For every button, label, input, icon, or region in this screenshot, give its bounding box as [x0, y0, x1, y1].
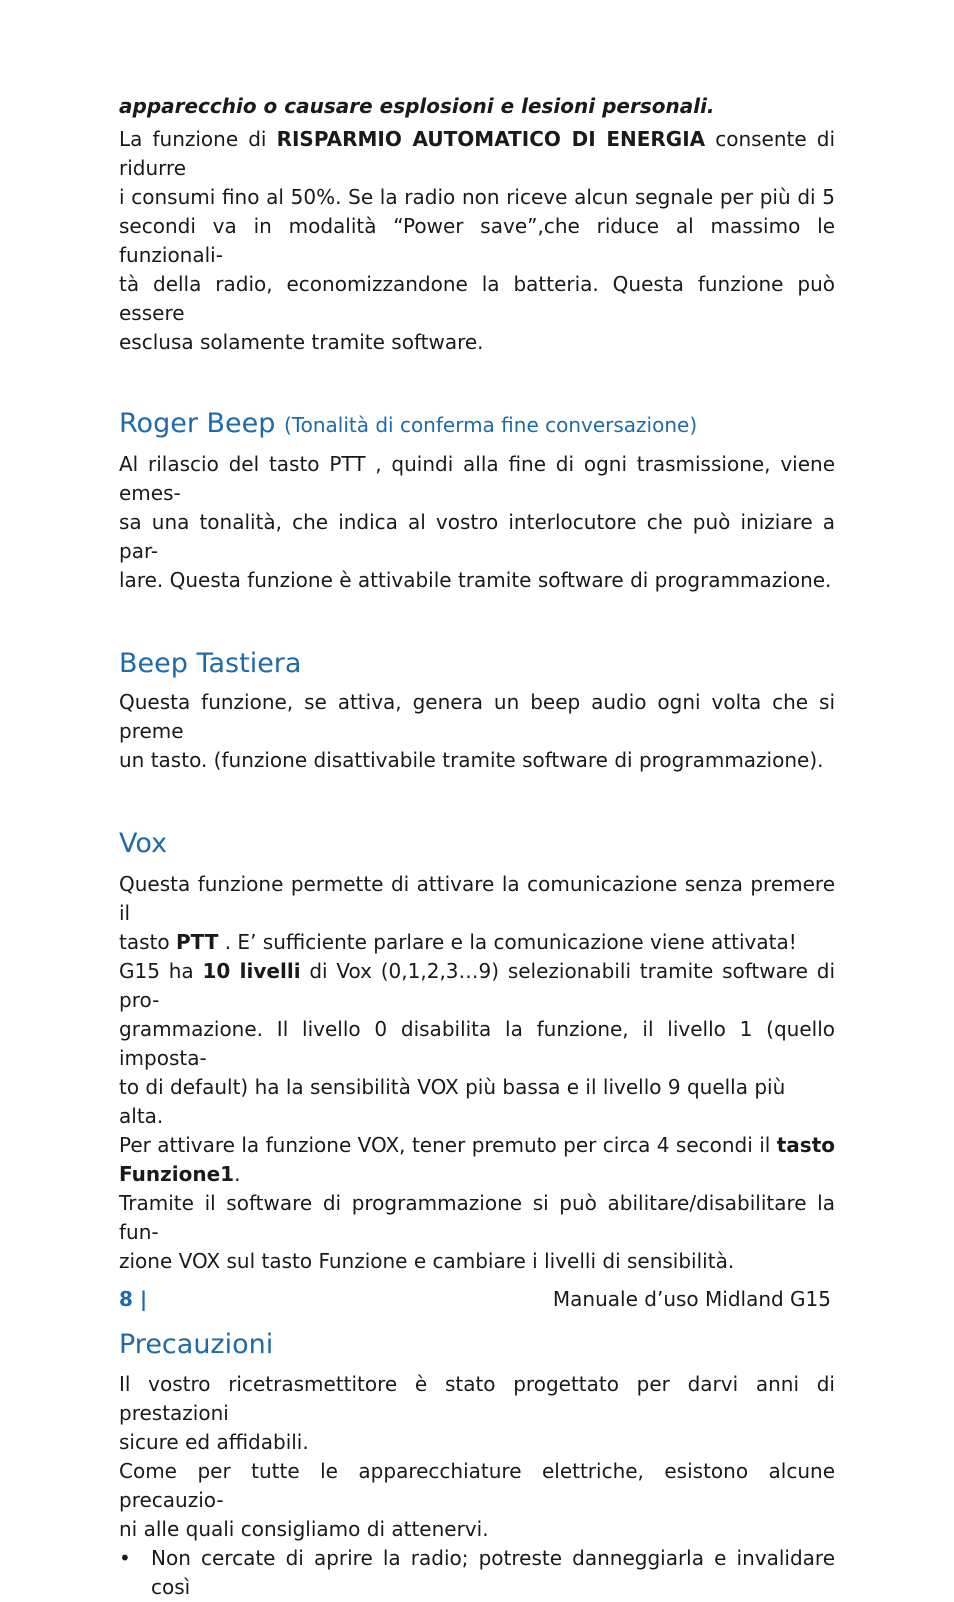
- beep-tastiera-paragraph: [119, 688, 835, 775]
- bullet-text: Non cercate di aprire la radio; potreste danneggiarla e invalidare così: [151, 1546, 835, 1599]
- text: di Vox (0,1,2,3…9) selezionabili tramite software di pro-: [119, 959, 835, 1012]
- power-save-paragraph: [119, 125, 835, 357]
- section-title-beep-tastiera: Beep Tastiera: [119, 648, 302, 679]
- paragraph-line: ni alle quali consigliamo di attenervi.: [119, 1517, 489, 1541]
- paragraph-line: Al rilascio del tasto PTT , quindi alla fine di ogni trasmissione, viene emes-: [119, 452, 835, 505]
- bullet-item: [119, 1544, 835, 1602]
- text: La funzione di: [119, 127, 277, 151]
- paragraph-line: Questa funzione, se attiva, genera un beep audio ogni volta che si preme: [119, 690, 835, 743]
- paragraph-line: [119, 928, 835, 957]
- bullet-icon: •: [119, 1546, 131, 1570]
- power-save-line: secondi va in modalità “Power save”,che riduce al massimo le funzionali-: [119, 214, 835, 267]
- text: .: [234, 1162, 241, 1186]
- paragraph-line: grammazione. Il livello 0 disabilita la funzione, il livello 1 (quello imposta-: [119, 1017, 835, 1070]
- section-title-precauzioni: Precauzioni: [119, 1329, 274, 1360]
- footer-manual-title: Manuale d’uso Midland G15: [552, 1287, 831, 1311]
- paragraph-line: un tasto. (funzione disattivabile tramite software di programmazione).: [119, 748, 824, 772]
- paragraph-line: Come per tutte le apparecchiature elettriche, esistono alcune precauzio-: [119, 1459, 835, 1512]
- paragraph-line: sa una tonalità, che indica al vostro interlocutore che può iniziare a par-: [119, 510, 835, 563]
- power-save-line: tà della radio, economizzandone la batteria. Questa funzione può essere: [119, 272, 835, 325]
- paragraph-line: Il vostro ricetrasmettitore è stato progettato per darvi anni di prestazioni: [119, 1372, 835, 1425]
- page-number: 8 |: [119, 1287, 148, 1311]
- text: Per attivare la funzione VOX, tener premuto per circa 4 secondi il: [119, 1133, 777, 1157]
- paragraph-line: sicure ed affidabili.: [119, 1430, 309, 1454]
- paragraph-line: [119, 957, 835, 1015]
- text: G15 ha: [119, 959, 203, 983]
- page-content: [119, 92, 835, 1602]
- paragraph-line: Tramite il software di programmazione si può abilitare/disabilitare la fun-: [119, 1191, 835, 1244]
- vox-paragraph: [119, 870, 835, 1276]
- paragraph-line: [119, 1160, 835, 1189]
- heading-subtitle: (Tonalità di conferma fine conversazione): [283, 413, 698, 437]
- section-title-roger-beep: [119, 407, 835, 442]
- bold-text: 10 livelli: [202, 959, 301, 983]
- section-title-vox: Vox: [119, 828, 168, 859]
- page-footer: [119, 1284, 831, 1314]
- text: . E’ sufficiente parlare e la comunicazione viene attivata!: [218, 930, 797, 954]
- bold-text: RISPARMIO AUTOMATICO DI ENERGIA: [276, 127, 706, 151]
- power-save-line: i consumi fino al 50%. Se la radio non riceve alcun segnale per più di 5: [119, 185, 835, 209]
- paragraph-line: to di default) ha la sensibilità VOX più bassa e il livello 9 quella più alta.: [119, 1075, 786, 1128]
- paragraph-line: [119, 1131, 835, 1160]
- paragraph-line: zione VOX sul tasto Funzione e cambiare i livelli di sensibilità.: [119, 1249, 735, 1273]
- paragraph-line: Questa funzione permette di attivare la comunicazione senza premere il: [119, 872, 835, 925]
- text: tasto: [119, 930, 176, 954]
- bold-text: tasto: [776, 1133, 835, 1157]
- power-save-line: esclusa solamente tramite software.: [119, 330, 484, 354]
- paragraph-line: lare. Questa funzione è attivabile tramite software di programmazione.: [119, 568, 832, 592]
- text: consente di ridurre: [119, 127, 835, 180]
- bold-text: PTT: [175, 930, 219, 954]
- power-save-line: [119, 125, 835, 183]
- precauzioni-paragraph: [119, 1370, 835, 1602]
- roger-beep-paragraph: [119, 450, 835, 595]
- bold-text: Funzione1: [119, 1162, 235, 1186]
- heading-text: Roger Beep: [119, 408, 276, 439]
- warning-continuation: apparecchio o causare esplosioni e lesioni personali.: [119, 94, 715, 118]
